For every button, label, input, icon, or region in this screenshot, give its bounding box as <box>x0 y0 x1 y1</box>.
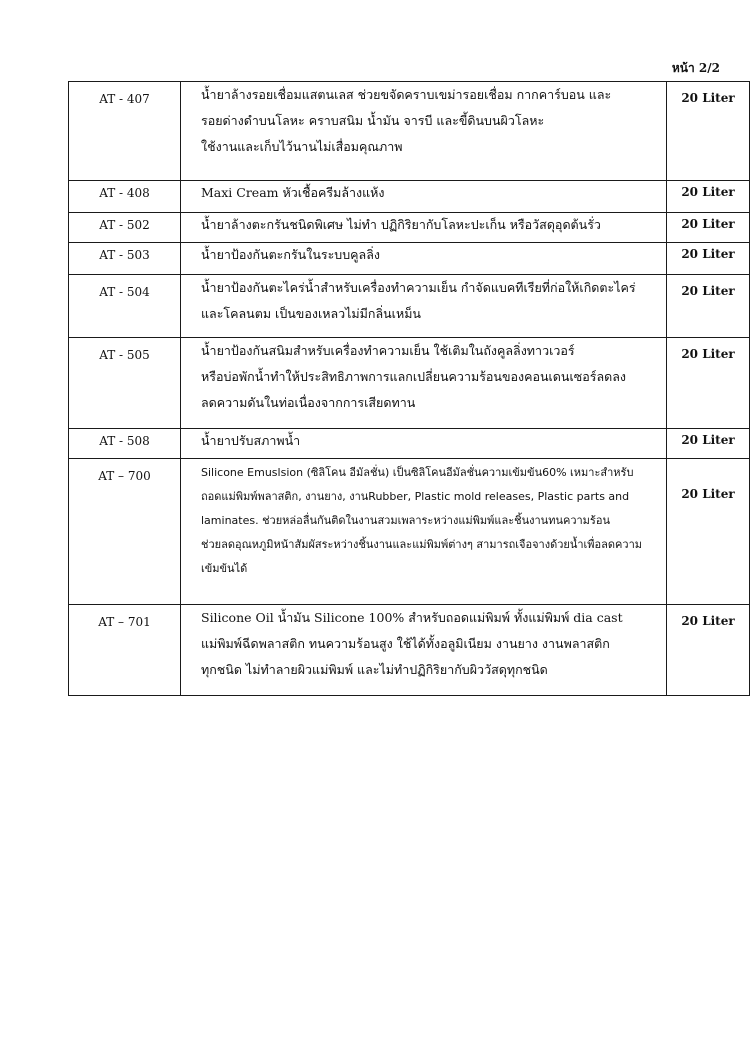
product-description <box>181 275 667 338</box>
product-code: AT - 407 <box>69 82 181 181</box>
description-line: ลดความดันในท่อเนื่องจากการเสียดทาน <box>201 395 416 410</box>
description-line: รอยด่างดำบนโลหะ คราบสนิม น้ำมัน จารบี และขี้ดินบนผิวโลหะ <box>201 113 545 128</box>
description-line: Silicone Oil น้ำมัน Silicone 100% สำหรับถอดแม่พิมพ์ ทั้งแม่พิมพ์ dia cast <box>201 610 623 625</box>
description-line: หรือบ่อพักน้ำทำให้ประสิทธิภาพการแลกเปลี่ยนความร้อนของคอนเดนเซอร์ลดลง <box>201 369 626 384</box>
table-row <box>69 605 750 696</box>
product-quantity: 20 Liter <box>667 429 750 459</box>
description-line: ช่วยลดอุณหภูมิหน้าสัมผัสระหว่างชิ้นงานและแม่พิมพ์ต่างๆ สามารถเจือจางด้วยน้ำเพื่อลดความ <box>201 538 642 551</box>
description-line: เข้มข้นได้ <box>201 562 248 575</box>
description-line: น้ำยาล้างตะกรันชนิดพิเศษ ไม่ทำ ปฏิกิริยากับโลหะปะเก็น หรือวัสดุอุดต้นรั่ว <box>201 217 601 232</box>
description-line: น้ำยาป้องกันตะไคร่น้ำสำหรับเครื่องทำความเย็น กำจัดแบคทีเรียที่ก่อให้เกิดตะไคร่ <box>201 280 636 295</box>
product-code: AT - 504 <box>69 275 181 338</box>
product-description <box>181 213 667 243</box>
product-description <box>181 338 667 429</box>
product-table <box>68 81 750 696</box>
product-code: AT - 508 <box>69 429 181 459</box>
product-code: AT - 505 <box>69 338 181 429</box>
description-line: Maxi Cream หัวเชื้อครีมล้างแห้ง <box>201 185 385 200</box>
product-quantity: 20 Liter <box>667 82 750 181</box>
description-line: laminates. ช่วยหล่อลื่นกันติดในงานสวมเพลาระหว่างแม่พิมพ์และชิ้นงานทนความร้อน <box>201 514 610 527</box>
product-quantity: 20 Liter <box>667 459 750 605</box>
product-quantity: 20 Liter <box>667 213 750 243</box>
product-description <box>181 181 667 213</box>
table-row <box>69 181 750 213</box>
description-line: ใช้งานและเก็บไว้นานไม่เสื่อมคุณภาพ <box>201 139 403 154</box>
product-quantity: 20 Liter <box>667 605 750 696</box>
product-description <box>181 429 667 459</box>
product-code: AT - 503 <box>69 243 181 275</box>
product-code: AT - 502 <box>69 213 181 243</box>
description-line: น้ำยาล้างรอยเชื่อมแสตนเลส ช่วยขจัดคราบเขม่ารอยเชื่อม กากคาร์บอน และ <box>201 87 612 102</box>
table-row <box>69 459 750 605</box>
description-line: ทุกชนิด ไม่ทำลายผิวแม่พิมพ์ และไม่ทำปฏิกิริยากับผิววัสดุทุกชนิด <box>201 662 548 677</box>
table-row <box>69 275 750 338</box>
description-line: และโคลนตม เป็นของเหลวไม่มีกลิ่นเหม็น <box>201 306 421 321</box>
product-code: AT - 408 <box>69 181 181 213</box>
description-line: Silicone Emuslsion (ซิลิโคน อีมัลชั่น) เป็นซิลิโคนอีมัลชั่นความเข้มข้น60% เหมาะสำหรับ <box>201 466 634 479</box>
table-row <box>69 243 750 275</box>
product-quantity: 20 Liter <box>667 275 750 338</box>
product-code: AT – 701 <box>69 605 181 696</box>
product-code: AT – 700 <box>69 459 181 605</box>
description-line: ถอดแม่พิมพ์พลาสติก, งานยาง, งานRubber, Plastic mold releases, Plastic parts and <box>201 490 630 503</box>
table-row <box>69 338 750 429</box>
product-quantity: 20 Liter <box>667 338 750 429</box>
description-line: น้ำยาปรับสภาพน้ำ <box>201 433 301 448</box>
product-quantity: 20 Liter <box>667 181 750 213</box>
description-line: แม่พิมพ์ฉีดพลาสติก ทนความร้อนสูง ใช้ได้ทั้งอลูมิเนียม งานยาง งานพลาสติก <box>201 636 610 651</box>
product-description <box>181 82 667 181</box>
product-quantity: 20 Liter <box>667 243 750 275</box>
table-row <box>69 213 750 243</box>
product-description <box>181 605 667 696</box>
table-row <box>69 82 750 181</box>
product-description <box>181 459 667 605</box>
page-number: หน้า 2/2 <box>671 61 720 75</box>
table-row <box>69 429 750 459</box>
description-line: น้ำยาป้องกันตะกรันในระบบคูลลิ่ง <box>201 247 380 262</box>
product-description <box>181 243 667 275</box>
description-line: น้ำยาป้องกันสนิมสำหรับเครื่องทำความเย็น ใช้เติมในถังคูลลิ่งทาวเวอร์ <box>201 343 575 358</box>
